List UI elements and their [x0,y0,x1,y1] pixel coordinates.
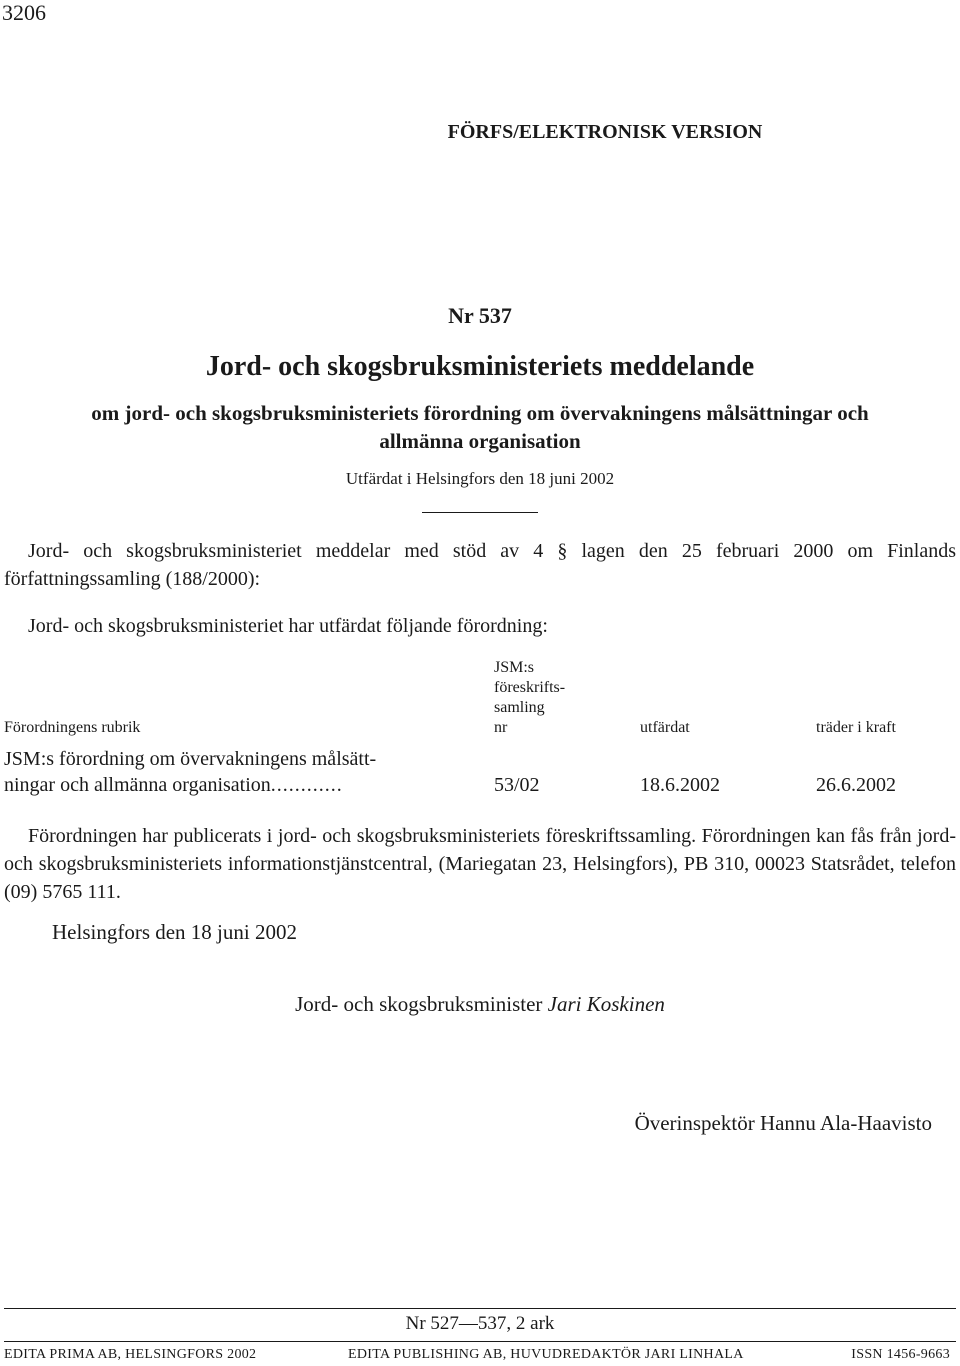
table-cell-nr: 53/02 [494,774,540,796]
table-header-nr-line1: JSM:s [494,659,535,676]
footer-ark: Nr 527—537, 2 ark [405,1313,555,1334]
footer-divider-top [4,1308,956,1309]
document-number: Nr 537 [448,303,512,328]
minister-title: Jord- och skogsbruksminister [295,992,543,1016]
table-header-rubrik: Förordningens rubrik [4,719,141,736]
issued-line: Utfärdat i Helsingfors den 18 juni 2002 [345,469,615,488]
minister-signature [0,992,960,1017]
footer-editor: EDITA PUBLISHING AB, HUVUDREDAKTÖR JARI LINHALA [348,1347,744,1362]
document-title: Jord- och skogsbruksministeriets meddelande [205,351,755,382]
table-row-title-line2-text: ningar och allmänna organisation [4,774,271,796]
paragraph-authority: Jord- och skogsbruksministeriet meddelar med stöd av 4 § lagen den 25 februari 2000 om Finlands författningssamling (188/2000): [4,540,956,590]
table-header-nr-line2: föreskrifts- [494,679,566,696]
minister-name: Jari Koskinen [547,992,665,1016]
paragraph-enactment: Jord- och skogsbruksministeriet har utfärdat följande förordning: [28,615,548,637]
footer-issn: ISSN 1456-9663 [851,1347,950,1362]
title-divider [422,512,538,513]
table-cell-trader: 26.6.2002 [816,774,896,796]
table-header-trader: träder i kraft [816,719,896,736]
page-number: 3206 [2,0,46,25]
document-subtitle [4,399,956,455]
table-header-nr-line3: samling [494,699,545,716]
paragraph-publication: Förordningen har publicerats i jord- och skogsbruksministeriets föreskriftssamling. Förordningen kan fås från jord- och skogsbruksministeriets informationstjänstcentral, (Mariegatan 23, Helsingfors), PB 310, 00023 Statsrådet, telefon (09) 5765 111. [4,825,956,903]
subtitle-line-2: allmänna organisation [379,429,581,453]
footer-divider-bottom [4,1341,956,1342]
table-header-nr-line4: nr [494,719,508,736]
header-version: FÖRFS/ELEKTRONISK VERSION [447,121,763,143]
table-cell-utfardat: 18.6.2002 [640,774,720,796]
table-row-leader-dots: ............ [270,774,343,796]
inspector-signature: Överinspektör Hannu Ala-Haavisto [634,1111,932,1135]
subtitle-line-1: om jord- och skogsbruksministeriets förordning om övervakningens målsättningar och [91,401,869,425]
table-header-nr [494,658,614,738]
table-row-title-line2 [4,772,484,798]
table-header-utfardat: utfärdat [640,719,690,736]
table-row-title-line1: JSM:s förordning om övervakningens målsätt- [4,748,377,770]
table-row-title [4,746,484,798]
footer-publisher: EDITA PRIMA AB, HELSINGFORS 2002 [4,1347,257,1362]
place-date: Helsingfors den 18 juni 2002 [52,920,297,944]
